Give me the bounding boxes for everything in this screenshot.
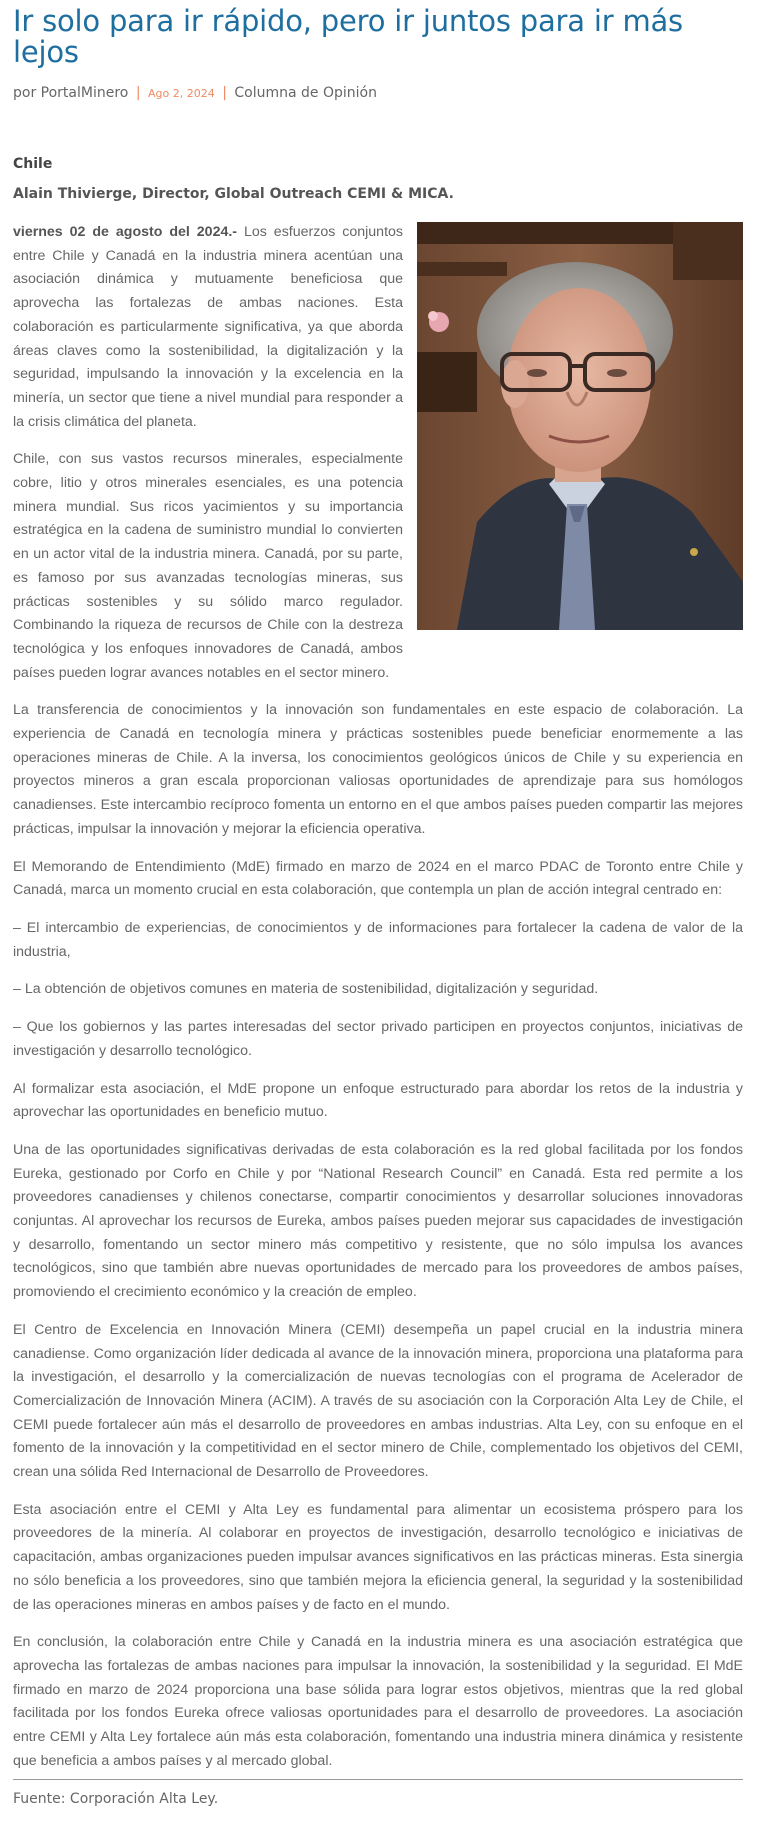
article-paragraph: Al formalizar esta asociación, el MdE propone un enfoque estructurado para abordar los retos de la industria y aprovechar las oportunidades en beneficio mutuo. xyxy=(13,1080,743,1121)
article-paragraph: En conclusión, la colaboración entre Chile y Canadá en la industria minera es una asociación estratégica que aprovecha las fortalezas de ambas naciones para impulsar la innovación, la sostenibilidad y la seguridad. El MdE firmado en marzo de 2024 proporciona una base sólida para lograr estos objetivos, mientras que la red global facilitada por los fondos Eureka ofrece valiosas oportunidades para el desarrollo de proveedores. La asociación entre CEMI y Alta Ley fortalece aún más esta colaboración, fomentando una industria minera dinámica y resistente que beneficia a ambos países y al mercado global. xyxy=(13,1634,743,1769)
author-link[interactable]: PortalMinero xyxy=(40,85,129,101)
article-list-item: – La obtención de objetivos comunes en materia de sostenibilidad, digitalización y seguridad. xyxy=(13,981,599,998)
article-source: Fuente: Corporación Alta Ley. xyxy=(13,1791,219,1808)
post-date: Ago 2, 2024 xyxy=(148,87,215,100)
article-author-line: Alain Thivierge, Director, Global Outreach CEMI & MICA. xyxy=(13,186,454,202)
meta-separator: | xyxy=(222,85,227,101)
article-paragraph: Los esfuerzos conjuntos entre Chile y Canadá en la industria minera acentúan una asociación dinámica y mutuamente beneficiosa que aprovecha las fortalezas de ambas naciones. Esta colaboración es particularmente significativa, ya que aborda áreas claves como la sostenibilidad, la digitalización y la seguridad, impulsando la innovación y la excelencia en la minería, un sector que tiene a nivel mundial para responder a la crisis climática del planeta. xyxy=(13,224,404,430)
article-paragraph: El Memorando de Entendimiento (MdE) firmado en marzo de 2024 en el marco PDAC de Toronto entre Chile y Canadá, marca un momento crucial en esta colaboración, que contempla un plan de acción integral centrado en: xyxy=(13,858,743,899)
article-body xyxy=(13,221,743,1773)
article-paragraph: Esta asociación entre el CEMI y Alta Ley es fundamental para alimentar un ecosistema próspero para los proveedores de la minería. Al colaborar en proyectos de investigación, desarrollo tecnológico e iniciativas de capacitación, ambas organizaciones pueden impulsar avances significativos en las prácticas mineras. Esta sinergia no sólo beneficia a los proveedores, sino que también mejora la eficiencia general, la seguridad y la sostenibilidad de las operaciones mineras en ambos países y de facto en el mundo. xyxy=(13,1501,743,1613)
author-portrait-photo xyxy=(417,222,743,630)
post-meta xyxy=(13,84,743,103)
article-paragraph: La transferencia de conocimientos y la innovación son fundamentales en este espacio de colaboración. La experiencia de Canadá en tecnología minera y prácticas sostenibles puede beneficiar enormemente a las operaciones mineras de Chile. A la inversa, los conocimientos geológicos únicos de Chile y su experiencia en proyectos mineros a gran escala proporcionan valiosas oportunidades de aprendizaje para sus homólogos canadienses. Este intercambio recíproco fomenta un entorno en el que ambos países pueden compartir las mejores prácticas, impulsar la innovación y mejorar la eficiencia operativa. xyxy=(13,702,743,837)
article-lead: viernes 02 de agosto del 2024.- xyxy=(13,224,238,240)
category-link[interactable]: Columna de Opinión xyxy=(234,85,377,101)
article-paragraph: Chile, con sus vastos recursos minerales, especialmente cobre, litio y otros minerales esenciales, es una potencia minera mundial. Sus ricos yacimientos y su importancia estratégica en la cadena de suministro mundial lo convierten en un actor vital de la industria minera. Canadá, por su parte, es famoso por sus avanzadas tecnologías mineras, sus prácticas sostenibles y su sólido marco regulador. Combinando la riqueza de recursos de Chile con la destreza tecnológica y los enfoques innovadores de Canadá, ambos países pueden lograr avances notables en el sector minero. xyxy=(13,451,403,681)
article-location: Chile xyxy=(13,156,53,172)
article-paragraph: Una de las oportunidades significativas derivadas de esta colaboración es la red global facilitada por los fondos Eureka, gestionado por Corfo en Chile y por “National Research Council” en Canadá. Esta red permite a los proveedores canadienses y chilenos conectarse, compartir conocimientos y desarrollar soluciones innovadoras conjuntas. Al aprovechar los recursos de Eureka, ambos países pueden mejorar sus capacidades de investigación y desarrollo, fomentando un sector minero más competitivo y resistente, que no sólo impulsa los avances tecnológicos, sino que también abre nuevas oportunidades de mercado para los proveedores de ambos países, promoviendo el crecimiento económico y la creación de empleo. xyxy=(13,1141,743,1301)
page-title: Ir solo para ir rápido, pero ir juntos para ir más lejos xyxy=(13,4,683,69)
byline-prefix: por xyxy=(13,85,37,101)
article-paragraph: El Centro de Excelencia en Innovación Minera (CEMI) desempeña un papel crucial en la industria minera canadiense. Como organización líder dedicada al avance de la innovación minera, proporciona una plataforma para la investigación, el desarrollo y la comercialización de nuevas tecnologías con el programa de Acelerador de Comercialización de Innovación Minera (ACIM). A través de su asociación con la Corporación Alta Ley de Chile, el CEMI puede fortalecer aún más el desarrollo de proveedores en ambas industrias. Alta Ley, con su enfoque en el fomento de la innovación y la competitividad en el sector minero de Chile, complementado los objetivos del CEMI, crean una sólida Red Internacional de Desarrollo de Proveedores. xyxy=(13,1321,743,1481)
source-divider xyxy=(13,1779,743,1780)
meta-separator: | xyxy=(135,85,141,101)
article-list-item: – Que los gobiernos y las partes interesadas del sector privado participen en proyectos conjuntos, iniciativas de investigación y desarrollo tecnológico. xyxy=(13,1019,743,1059)
article-list-item: – El intercambio de experiencias, de conocimientos y de informaciones para fortalecer la cadena de valor de la industria, xyxy=(13,919,743,960)
